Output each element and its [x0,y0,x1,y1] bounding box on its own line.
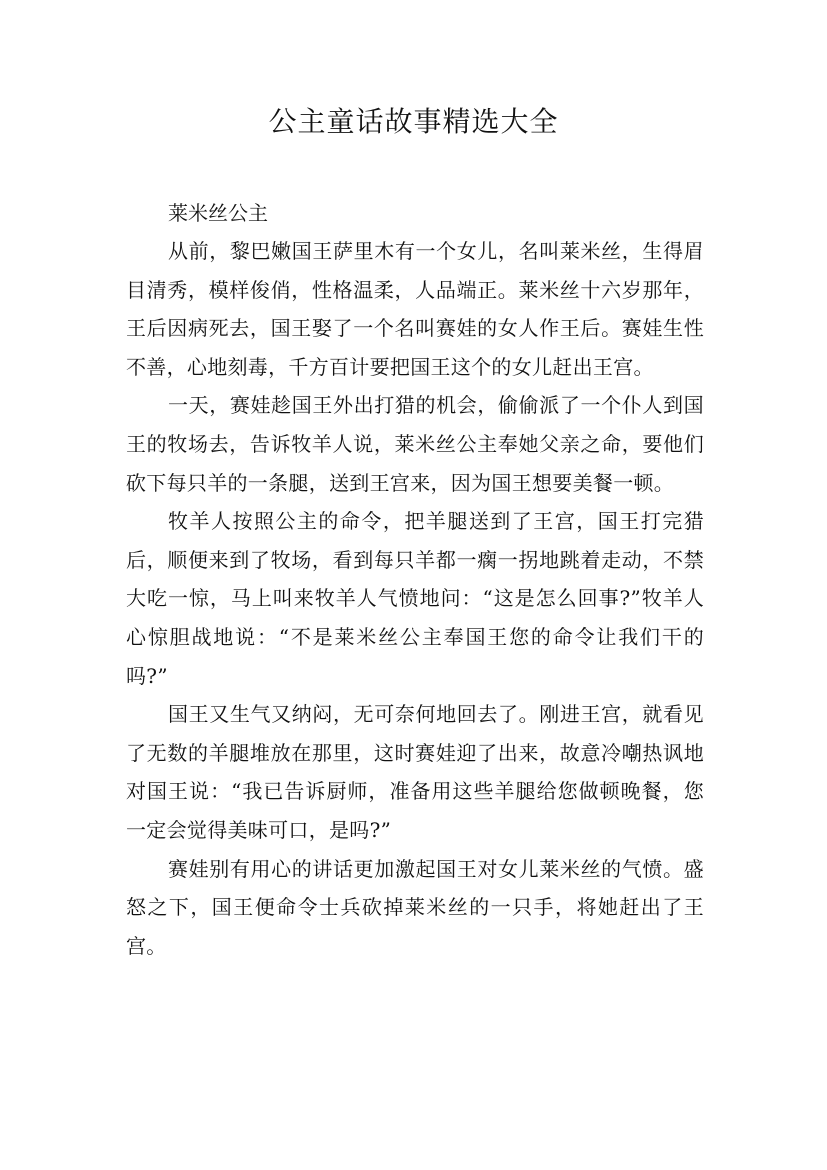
paragraph: 国王又生气又纳闷，无可奈何地回去了。刚进王宫，就看见了无数的羊腿堆放在那里，这时赛娃迎了出来，故意冷嘲热讽地对国王说：“我已告诉厨师，准备用这些羊腿给您做顿晚餐，您一定会觉得美味可口，是吗?” [126,702,704,842]
story-title: 莱米丝公主 [168,201,268,225]
paragraph: 牧羊人按照公主的命令，把羊腿送到了王宫，国王打完猎后，顺便来到了牧场，看到每只羊都一瘸一拐地跳着走动，不禁大吃一惊，马上叫来牧羊人气愤地问：“这是怎么回事?”牧羊人心惊胆战地说：“不是莱米丝公主奉国王您的命令让我们干的吗?” [126,509,704,688]
paragraph: 赛娃别有用心的讲话更加激起国王对女儿莱米丝的气愤。盛怒之下，国王便命令士兵砍掉莱米丝的一只手，将她赶出了王宫。 [126,856,704,958]
paragraph: 从前，黎巴嫩国王萨里木有一个女儿，名叫莱米丝，生得眉目清秀，模样俊俏，性格温柔，人品端正。莱米丝十六岁那年，王后因病死去，国王娶了一个名叫赛娃的女人作王后。赛娃生性不善，心地刻毒，千方百计要把国王这个的女儿赶出王宫。 [126,239,704,379]
document-title: 公主童话故事精选大全 [268,105,559,138]
paragraph: 一天，赛娃趁国王外出打猎的机会，偷偷派了一个仆人到国王的牧场去，告诉牧羊人说，莱米丝公主奉她父亲之命，要他们砍下每只羊的一条腿，送到王宫来，因为国王想要美餐一顿。 [126,393,704,495]
document-body [126,194,704,965]
